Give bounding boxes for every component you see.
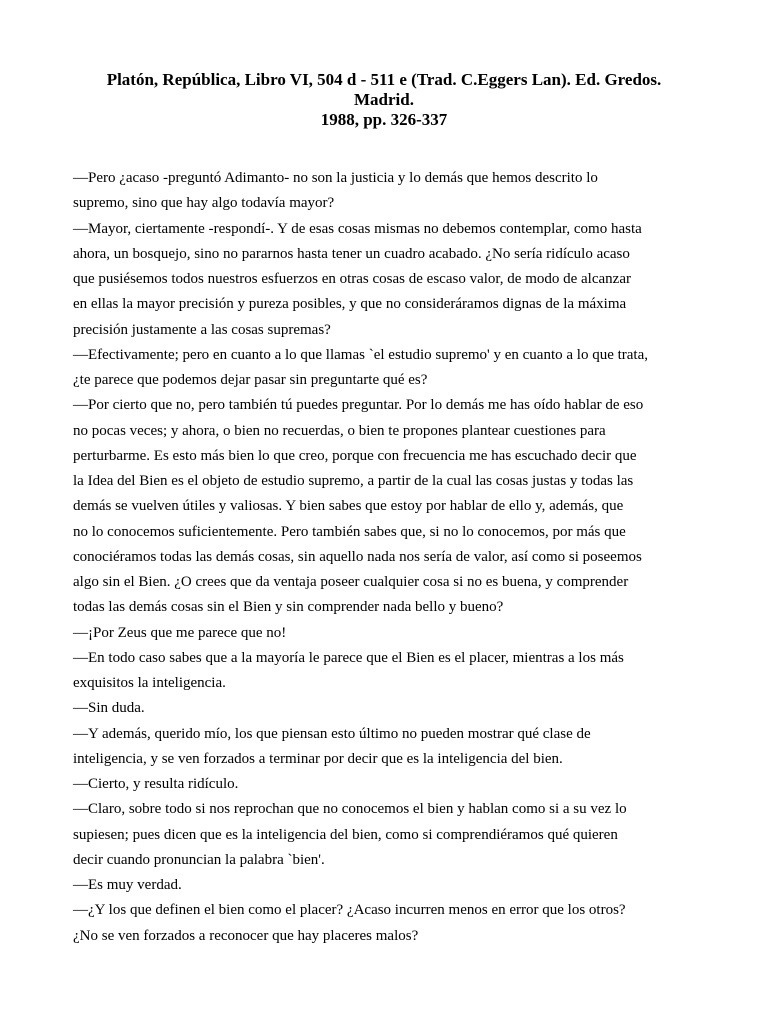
text-line: —¿Y los que definen el bien como el placer? ¿Acaso incurren menos en error que los otros? (73, 902, 626, 919)
text-line: perturbarme. Es esto más bien lo que creo, porque con frecuencia me has escuchado decir que (73, 447, 637, 464)
text-line: todas las demás cosas sin el Bien y sin comprender nada bello y bueno? (73, 599, 504, 616)
text-line: ahora, un bosquejo, sino no pararnos hasta tener un cuadro acabado. ¿No sería ridículo acaso (73, 245, 630, 262)
text-line: —Pero ¿acaso -preguntó Adimanto- no son la justicia y lo demás que hemos descrito lo (73, 170, 598, 186)
text-line: —En todo caso sabes que a la mayoría le parece que el Bien es el placer, mientras a los más (73, 649, 624, 666)
text-line: —Es muy verdad. (73, 877, 182, 893)
text-line: —Por cierto que no, pero también tú puedes preguntar. Por lo demás me has oído hablar de eso (73, 397, 644, 414)
text-line: —¡Por Zeus que me parece que no! (73, 624, 287, 641)
text-line: ¿No se ven forzados a reconocer que hay placeres malos? (73, 927, 419, 944)
text-line: exquisitos la inteligencia. (73, 675, 226, 691)
text-line: —Mayor, ciertamente -respondí-. Y de esas cosas mismas no debemos contemplar, como hasta (73, 220, 642, 237)
title-line: 1988, pp. 326-337 (320, 110, 448, 129)
document-title (40, 70, 728, 130)
text-line: la Idea del Bien es el objeto de estudio supremo, a partir de la cual las cosas justas y todas las (73, 473, 634, 489)
text-line: conociéramos todas las demás cosas, sin aquello nada nos sería de valor, así como si poseemos (73, 548, 642, 565)
title-line: Platón, República, Libro VI, 504 d - 511 e (Trad. C.Eggers Lan). Ed. Gredos. (106, 70, 662, 89)
text-line: —Efectivamente; pero en cuanto a lo que llamas `el estudio supremo' y en cuanto a lo que trata, (73, 346, 648, 363)
text-line: no lo conocemos suficientemente. Pero también sabes que, si no lo conocemos, por más que (73, 523, 626, 540)
text-line: ¿te parece que podemos dejar pasar sin preguntarte qué es? (73, 372, 428, 388)
text-line: no pocas veces; y ahora, o bien no recuerdas, o bien te propones plantear cuestiones para (73, 422, 606, 439)
text-line: decir cuando pronuncian la palabra `bien'. (73, 851, 325, 868)
text-line: —Cierto, y resulta ridículo. (73, 776, 239, 792)
text-line: inteligencia, y se ven forzados a terminar por decir que es la inteligencia del bien. (73, 750, 563, 767)
text-line: —Sin duda. (73, 700, 145, 717)
text-line: que pusiésemos todos nuestros esfuerzos en otras cosas de escaso valor, de modo de alcanzar (73, 271, 631, 287)
text-line: precisión justamente a las cosas supremas? (73, 321, 331, 338)
text-line: demás se vuelven útiles y valiosas. Y bien sabes que estoy por hablar de ello y, además, que (73, 498, 624, 515)
text-line: supiesen; pues dicen que es la inteligencia del bien, como si comprendiéramos qué quieren (73, 826, 618, 843)
document-body (73, 166, 693, 949)
text-line: —Claro, sobre todo si nos reprochan que no conocemos el bien y hablan como si a su vez lo (73, 801, 627, 818)
title-line: Madrid. (354, 90, 414, 109)
text-line: algo sin el Bien. ¿O crees que da ventaja poseer cualquier cosa si no es buena, y comprender (73, 574, 629, 590)
text-line: en ellas la mayor precisión y pureza posibles, y que no consideráramos dignas de la máxima (73, 296, 627, 313)
text-line: —Y además, querido mío, los que piensan esto último no pueden mostrar qué clase de (73, 725, 591, 742)
text-line: supremo, sino que hay algo todavía mayor? (73, 195, 335, 212)
